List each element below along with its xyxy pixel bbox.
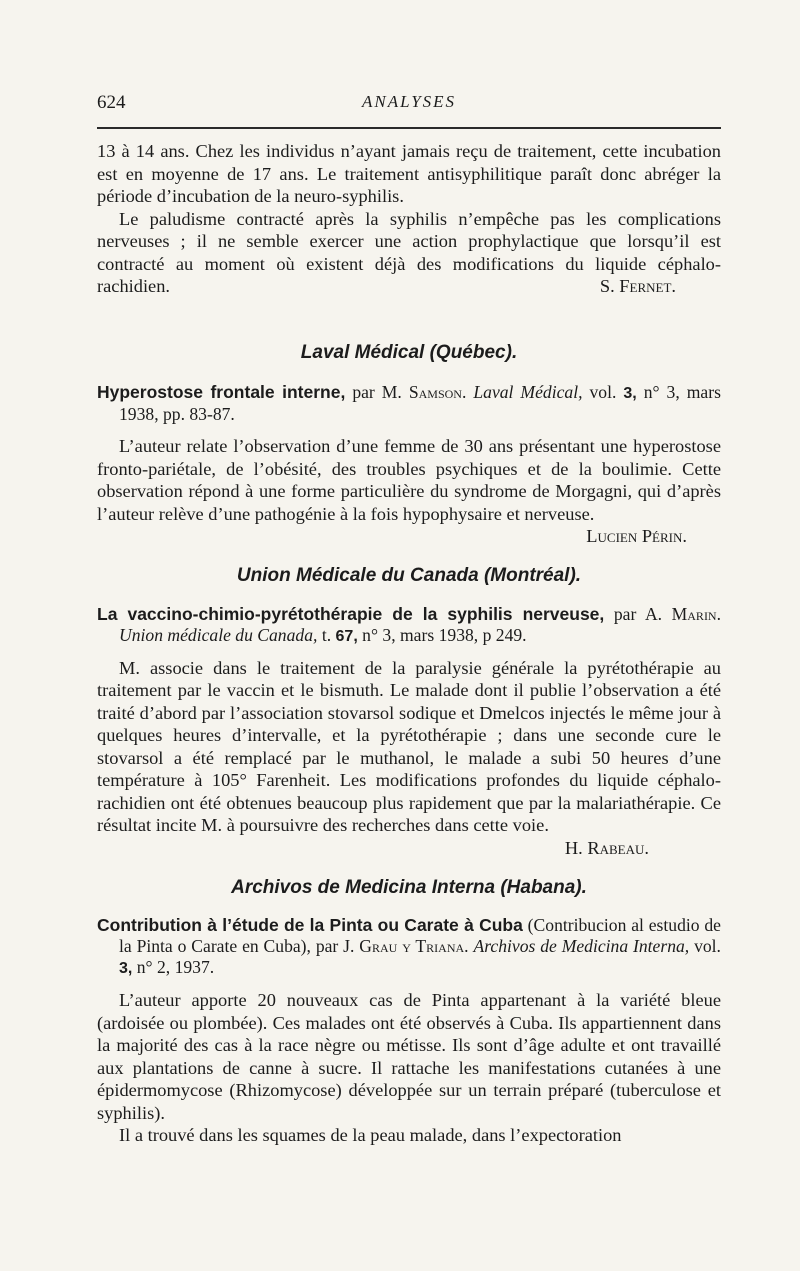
article-text: L’auteur apporte 20 nouveaux cas de Pinta appartenant à la variété bleue (ardoisée ou plombée). Ces malades ont été observés à Cuba. Ils appartiennent dans la majorité des cas à la race nègre ou métisse. Ils sont d’âge adulte et ont travaillé aux plantations de canne à sucre. Il rattache les manifestations cutanées à une épidermomycose (Rhizomycose) développée sur un terrain préparé (tuberculose et syphilis). [97, 990, 721, 1123]
article-text-body: M. associe dans le traitement de la paralysie générale la pyrétothérapie au traitement par le vaccin et le bismuth. Le malade dont il publie l’observation a été traité d’abord par l’association stovarsol sodique et Dmelcos injectés le même jour à quelques heures d’intervalle, et la pyrétothérapie ; dans une seconde cure le stovarsol a été remplacé par le muthanol, le malade a subi 50 heures d’une température à 105° Farenheit. Les modifications profondes du liquide céphalo-rachidien ont été obtenues beaucoup plus rapidement que par la malariathérapie. Ce résultat incite M. à poursuivre des recherches dans cette voie. [97, 657, 721, 835]
journal-heading: Union Médicale du Canada (Montréal). [236, 565, 582, 586]
article-author: Marin. [671, 603, 721, 624]
article-reference [97, 604, 721, 647]
article-author: Grau y Triana. [359, 936, 469, 956]
spacer [97, 588, 721, 604]
article-volume: 67, [335, 627, 358, 645]
spacer [97, 979, 721, 989]
article-text-continued: Il a trouvé dans les squames de la peau malade, dans l’expectoration [119, 1125, 622, 1145]
article-ref-post: n° 3, mars 1938, p 249. [362, 624, 527, 645]
intro-paragraph-2 [97, 208, 721, 298]
spacer [97, 298, 721, 342]
article-reference [97, 382, 721, 425]
signature: Lucien Périn. [586, 526, 687, 546]
journal-heading: Archivos de Medicina Interna (Habana). [231, 876, 587, 898]
article-ref-post: n° 3, mars 1938, pp. 83-87. [119, 382, 721, 424]
intro-paragraph-2-text: Le paludisme contracté après la syphilis n’empêche pas les complications nerveuses ; il ne semble exercer une action prophylactique que lorsqu’il est contracté au moment où existent déjà des modifications du liquide céphalo-rachidien. [97, 208, 721, 296]
page-number: 624 [97, 92, 126, 113]
article-subtitle: (Contribucion al estudio de la Pinta o Carate en Cuba), par J. [119, 915, 721, 956]
article-text [97, 435, 721, 546]
spacer [97, 899, 721, 915]
running-title: ANALYSES [361, 92, 457, 111]
spacer [97, 364, 721, 382]
article-title: La vaccino-chimio-pyrétothérapie de la syphilis nerveuse, [97, 603, 605, 624]
article-reference [97, 915, 721, 979]
article-source: Laval Médical, [473, 382, 583, 402]
article-volume: 3, [623, 385, 637, 402]
journal-heading: Laval Médical (Québec). [300, 341, 518, 363]
article-title: Hyperostose frontale interne, [97, 382, 346, 402]
page-body [97, 140, 721, 1147]
article-by: par M. [352, 382, 402, 402]
article-ref-pre: vol. [694, 936, 721, 956]
spacer [97, 647, 721, 657]
signature: S. Fernet. [599, 276, 676, 296]
page-header [97, 92, 721, 118]
article-source: Archivos de Medicina Interna, [473, 936, 690, 956]
article-volume: 3, [119, 960, 133, 977]
spacer [97, 425, 721, 435]
article-by: par A. [613, 603, 663, 624]
signature: H. Rabeau. [564, 837, 649, 858]
article-source: Union médicale du Canada, [119, 624, 318, 645]
article-ref-pre: t. [321, 624, 332, 645]
article-ref-pre: vol. [589, 382, 617, 402]
header-rule [97, 127, 721, 129]
article-title: Contribution à l’étude de la Pinta ou Carate à Cuba [97, 915, 523, 935]
article-ref-post: n° 2, 1937. [136, 957, 215, 977]
intro-paragraph-1: 13 à 14 ans. Chez les individus n’ayant jamais reçu de traitement, cette incubation est en moyenne de 17 ans. Le traitement antisyphilitique paraît donc abréger la période d’incubation de la neuro-syphilis. [97, 141, 721, 206]
article-text [97, 657, 721, 858]
article-author: Samson. [408, 382, 467, 402]
article-text-body: L’auteur relate l’observation d’une femme de 30 ans présentant une hyperostose fronto-pariétale, de l’obésité, des troubles psychiques et de la boulimie. Cette observation répond à une forme particulière du syndrome de Morgagni, qui d’après l’auteur relève d’une pathogénie à la fois hypophysaire et nerveuse. [97, 436, 721, 524]
